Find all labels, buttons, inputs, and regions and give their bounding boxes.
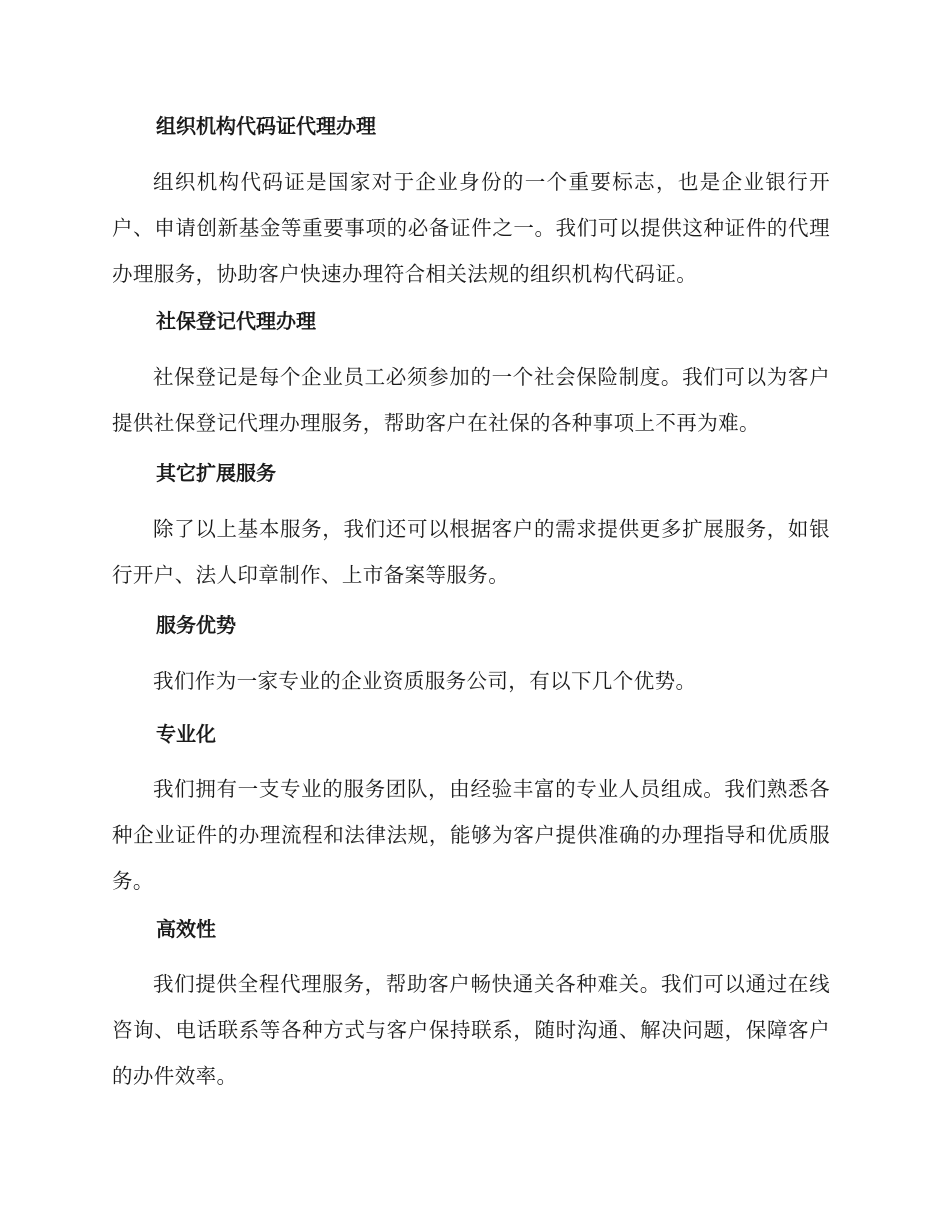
section-heading-professional: 专业化 xyxy=(156,722,216,746)
section-body-efficiency: 我们提供全程代理服务，帮助客户畅快通关各种难关。我们可以通过在线咨询、电话联系等各种方式与客户保持联系，随时沟通、解决问题，保障客户的办件效率。 xyxy=(112,972,830,1088)
section-heading-service-advantages: 服务优势 xyxy=(156,613,236,637)
section-heading-efficiency: 高效性 xyxy=(156,917,216,941)
section-heading-org-code: 组织机构代码证代理办理 xyxy=(156,114,376,138)
section-body-social-security: 社保登记是每个企业员工必须参加的一个社会保险制度。我们可以为客户提供社保登记代理办理服务，帮助客户在社保的各种事项上不再为难。 xyxy=(112,365,830,435)
section-heading-social-security: 社保登记代理办理 xyxy=(156,309,316,333)
section-heading-extended-services: 其它扩展服务 xyxy=(156,461,276,485)
section-body-org-code: 组织机构代码证是国家对于企业身份的一个重要标志，也是企业银行开户、申请创新基金等重要事项的必备证件之一。我们可以提供这种证件的代理办理服务，协助客户快速办理符合相关法规的组织机构代码证。 xyxy=(112,170,830,286)
section-body-professional: 我们拥有一支专业的服务团队，由经验丰富的专业人员组成。我们熟悉各种企业证件的办理流程和法律法规，能够为客户提供准确的办理指导和优质服务。 xyxy=(112,777,830,893)
section-body-service-advantages: 我们作为一家专业的企业资质服务公司，有以下几个优势。 xyxy=(153,669,697,693)
section-body-extended-services: 除了以上基本服务，我们还可以根据客户的需求提供更多扩展服务，如银行开户、法人印章制作、上市备案等服务。 xyxy=(112,517,830,587)
